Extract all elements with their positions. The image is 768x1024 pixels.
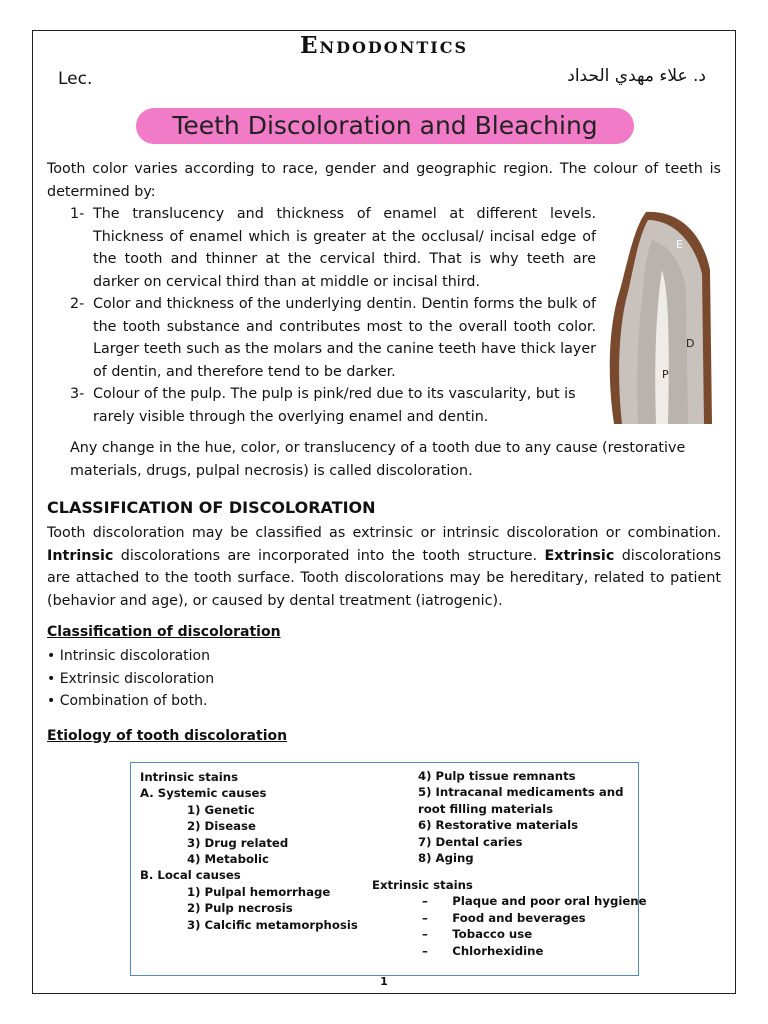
list-item: 2) Disease (187, 819, 256, 834)
list-item: – Plaque and poor oral hygiene (422, 894, 647, 909)
list-number: 3- (70, 386, 85, 402)
classification-subheading: Classification of discoloration (47, 624, 281, 640)
list-item: • Intrinsic discoloration (47, 648, 210, 664)
discoloration-definition: Any change in the hue, color, or translucency of a tooth due to any cause (restorative materials, drugs, pulpal necrosis) is called discoloration. (70, 440, 686, 479)
enamel-label: E (676, 238, 683, 251)
list-item: 1) Genetic (187, 802, 255, 817)
classification-paragraph (47, 522, 721, 612)
intrinsic-stains-title: Intrinsic stains (140, 770, 239, 784)
page-number: 1 (380, 975, 388, 988)
list-item: 1) Pulpal hemorrhage (187, 884, 331, 899)
extrinsic-stains-column (372, 877, 647, 959)
list-item: 6) Restorative materials (418, 818, 579, 833)
etiology-left-column (140, 769, 370, 933)
list-item: 7) Dental caries (418, 834, 523, 849)
etiology-heading: Etiology of tooth discoloration (47, 728, 288, 744)
dentin-label: D (686, 337, 695, 350)
etiology-table (130, 762, 647, 976)
classification-text: Tooth discoloration may be classified as extrinsic or intrinsic discoloration or combination. (47, 525, 721, 541)
classification-bullets (47, 645, 214, 713)
color-factors-list (70, 203, 596, 428)
list-item (70, 203, 596, 293)
local-causes-title: B. Local causes (140, 868, 241, 883)
classification-heading: CLASSIFICATION OF DISCOLORATION (47, 498, 376, 517)
classification-text: discolorations are attached to the tooth surface. Tooth discolorations may be hereditary, related to patient (behavior and age), or caused by dental treatment (iatrogenic). (47, 547, 722, 609)
list-item (70, 293, 596, 383)
list-item: 4) Pulp tissue remnants (418, 769, 576, 783)
list-item: • Combination of both. (47, 693, 208, 709)
tooth-section-image (606, 210, 714, 426)
list-item: 5) Intracanal medicaments and root filling materials (418, 785, 624, 816)
list-item: 2) Pulp necrosis (187, 901, 293, 916)
systemic-causes-title: A. Systemic causes (140, 786, 267, 801)
course-title: Endodontics (299, 32, 469, 59)
list-item: 3) Drug related (187, 835, 289, 850)
list-item: 8) Aging (418, 851, 474, 866)
intrinsic-term: Intrinsic (47, 547, 114, 564)
list-item: 4) Metabolic (187, 852, 269, 867)
page-title: Teeth Discoloration and Bleaching (172, 111, 598, 140)
list-text: Colour of the pulp. The pulp is pink/red due to its vascularity, but is rarely visible through the overlying enamel and dentin. (93, 386, 576, 425)
list-text: Color and thickness of the underlying dentin. Dentin forms the bulk of the tooth substance and contributes most to the overall tooth color. Larger teeth such as the molars and the canine teeth have thick layer of dentin, and therefore tend to be darker. (93, 296, 596, 380)
extrinsic-term: Extrinsic (544, 547, 615, 564)
lecture-label: Lec. (58, 69, 93, 89)
list-text: The translucency and thickness of enamel at different levels. Thickness of enamel which is greater at the occlusal/ incisal edge of the tooth and thinner at the cervical third. That is why teeth are darker on cervical third than at middle or incisal third. (93, 206, 596, 290)
extrinsic-stains-title: Extrinsic stains (372, 878, 473, 892)
list-item (70, 383, 596, 428)
list-item: 3) Calcific metamorphosis (187, 917, 358, 932)
list-item: • Extrinsic discoloration (47, 670, 215, 687)
pulp-label: P (662, 368, 669, 381)
list-item: – Food and beverages (422, 910, 586, 925)
classification-text: discolorations are incorporated into the tooth structure. (120, 547, 538, 564)
list-item: – Chlorhexidine (422, 943, 544, 958)
intro-paragraph: Tooth color varies according to race, gender and geographic region. The colour of teeth is determined by: (47, 161, 721, 200)
author-name: د. علاء مهدي الحداد (567, 66, 706, 86)
etiology-right-column (418, 768, 632, 866)
list-number: 1- (70, 206, 85, 222)
list-item: – Tobacco use (422, 927, 533, 942)
list-number: 2- (70, 296, 85, 312)
